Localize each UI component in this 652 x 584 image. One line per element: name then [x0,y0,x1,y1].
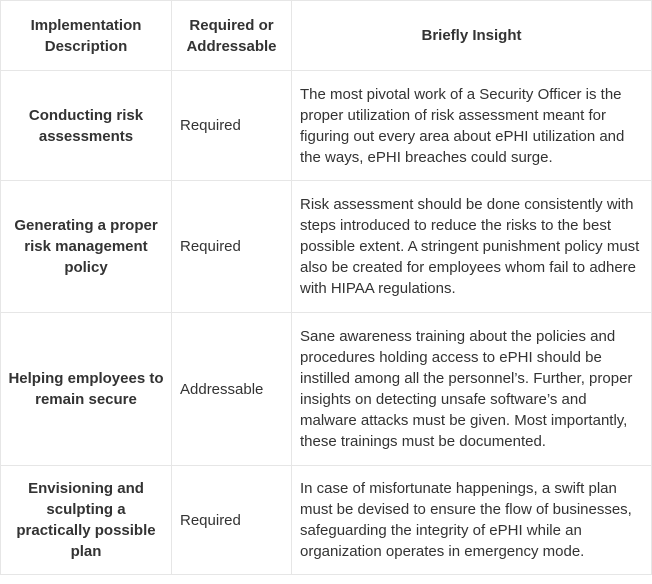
row-requirement: Required [172,181,292,313]
table-row [1,181,652,313]
table-header-row [1,1,652,71]
row-description: Generating a proper risk management policy [1,181,172,313]
header-briefly-insight: Briefly Insight [292,1,652,71]
row-insight: In case of misfortunate happenings, a swift plan must be devised to ensure the flow of businesses, safeguarding the integrity of ePHI while an organization operates in emergency mode. [292,466,652,575]
header-implementation-description: Implementation Description [1,1,172,71]
table-row [1,313,652,466]
table-row [1,466,652,575]
row-requirement: Required [172,71,292,181]
row-description: Conducting risk assessments [1,71,172,181]
table-row [1,71,652,181]
row-description: Envisioning and sculpting a practically possible plan [1,466,172,575]
row-requirement: Addressable [172,313,292,466]
row-insight: The most pivotal work of a Security Officer is the proper utilization of risk assessment meant for figuring out every area about ePHI utilization and the ways, ePHI breaches could surge. [292,71,652,181]
row-insight: Risk assessment should be done consistently with steps introduced to reduce the risks to the best possible extent. A stringent punishment policy must also be created for employees whom fail to adhere with HIPAA regulations. [292,181,652,313]
header-required-or-addressable: Required or Addressable [172,1,292,71]
row-insight: Sane awareness training about the policies and procedures holding access to ePHI should be instilled among all the personnel’s. Further, proper insights on detecting unsafe software’s and malware attacks must be given. Most importantly, these trainings must be documented. [292,313,652,466]
row-description: Helping employees to remain secure [1,313,172,466]
row-requirement: Required [172,466,292,575]
